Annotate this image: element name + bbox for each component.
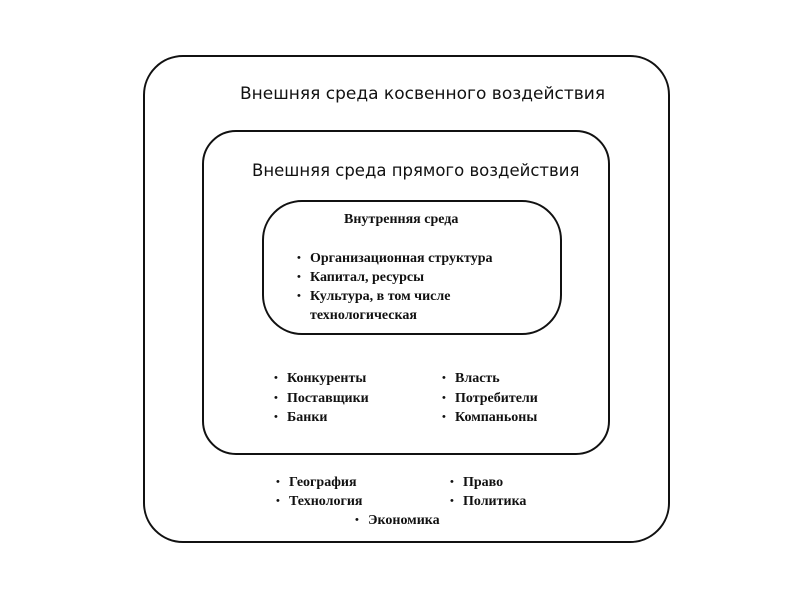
indirect-factors-center-list: [355, 511, 440, 530]
outer-environment-title: Внешняя среда косвенного воздействия: [240, 84, 606, 104]
list-item: • Право: [450, 473, 526, 492]
list-item: • Капитал, ресурсы: [297, 268, 520, 287]
list-item: • Конкуренты: [274, 369, 369, 389]
list-item: • Культура, в том числе технологическая: [297, 287, 520, 325]
list-item: • Поставщики: [274, 389, 369, 409]
list-item: • Экономика: [355, 511, 440, 530]
list-item: • Власть: [442, 369, 538, 389]
direct-factors-left-list: [274, 369, 369, 428]
list-item: • Компаньоны: [442, 408, 538, 428]
list-item: • Технология: [276, 492, 362, 511]
indirect-factors-right-list: [450, 473, 526, 511]
internal-factors-list: [297, 249, 520, 325]
list-item: • Потребители: [442, 389, 538, 409]
list-item: • Организационная структура: [297, 249, 520, 268]
indirect-factors-left-list: [276, 473, 362, 511]
list-item: • Банки: [274, 408, 369, 428]
list-item: • География: [276, 473, 362, 492]
list-item: • Политика: [450, 492, 526, 511]
direct-factors-right-list: [442, 369, 538, 428]
internal-environment-title: Внутренняя среда: [344, 212, 459, 227]
direct-environment-title: Внешняя среда прямого воздействия: [252, 161, 580, 180]
